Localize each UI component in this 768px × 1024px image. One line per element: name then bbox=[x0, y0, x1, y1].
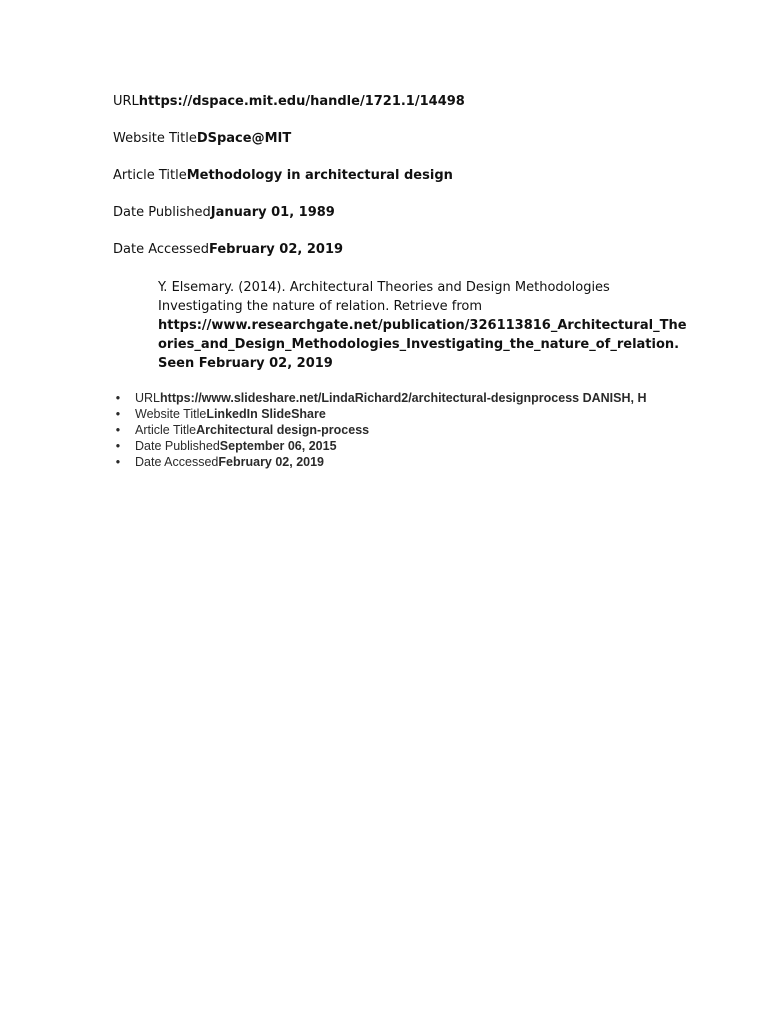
list-item bbox=[113, 406, 733, 422]
bullet-value: September 06, 2015 bbox=[219, 439, 337, 453]
bullet-icon: • bbox=[115, 455, 121, 469]
bullet-label: Date Accessed bbox=[135, 455, 219, 469]
citation-article-value: Methodology in architectural design bbox=[186, 168, 453, 183]
list-item bbox=[113, 454, 733, 470]
citation-accessed-value: February 02, 2019 bbox=[208, 242, 344, 257]
bullet-label: Website Title bbox=[135, 407, 207, 421]
bullet-value[interactable]: https://www.slideshare.net/LindaRichard2/architectural-designprocess DANISH, H bbox=[160, 391, 647, 405]
list-item bbox=[113, 422, 733, 438]
bullet-icon: • bbox=[115, 407, 121, 421]
citation-url-value: https://dspace.mit.edu/handle/1721.1/14498 bbox=[138, 94, 465, 109]
bullet-icon: • bbox=[115, 423, 121, 437]
citation-website-value: DSpace@MIT bbox=[196, 131, 292, 146]
citation-published-label: Date Published bbox=[113, 205, 211, 220]
citation-bullet-list bbox=[113, 390, 733, 470]
citation-block bbox=[113, 93, 713, 278]
citation-accessed-label: Date Accessed bbox=[113, 242, 209, 257]
bullet-label: URL bbox=[135, 391, 161, 405]
citation-published-line bbox=[113, 204, 713, 241]
bullet-value: February 02, 2019 bbox=[218, 455, 325, 469]
list-item bbox=[113, 390, 733, 406]
bullet-value: Architectural design-process bbox=[196, 423, 370, 437]
reference-link[interactable]: https://www.researchgate.net/publication/326113816_Architectural_Theories_and_Design_Methodologies_Investigating_the_nature_of_relation. Seen February 02, 2019 bbox=[158, 318, 687, 371]
reference-paragraph bbox=[158, 278, 688, 373]
list-item bbox=[113, 438, 733, 454]
citation-website-label: Website Title bbox=[113, 131, 197, 146]
bullet-icon: • bbox=[115, 439, 121, 453]
citation-url-line bbox=[113, 93, 713, 130]
bullet-label: Date Published bbox=[135, 439, 220, 453]
citation-article-label: Article Title bbox=[113, 168, 187, 183]
citation-accessed-line bbox=[113, 241, 713, 278]
reference-text: Y. Elsemary. (2014). Architectural Theories and Design Methodologies Investigating the nature of relation. Retrieve from bbox=[158, 280, 610, 314]
bullet-value: LinkedIn SlideShare bbox=[206, 407, 326, 421]
bullet-icon: • bbox=[115, 391, 121, 405]
citation-published-value: January 01, 1989 bbox=[210, 205, 335, 220]
citation-website-line bbox=[113, 130, 713, 167]
bullet-label: Article Title bbox=[135, 423, 197, 437]
citation-url-label: URL bbox=[113, 94, 139, 109]
citation-article-line bbox=[113, 167, 713, 204]
